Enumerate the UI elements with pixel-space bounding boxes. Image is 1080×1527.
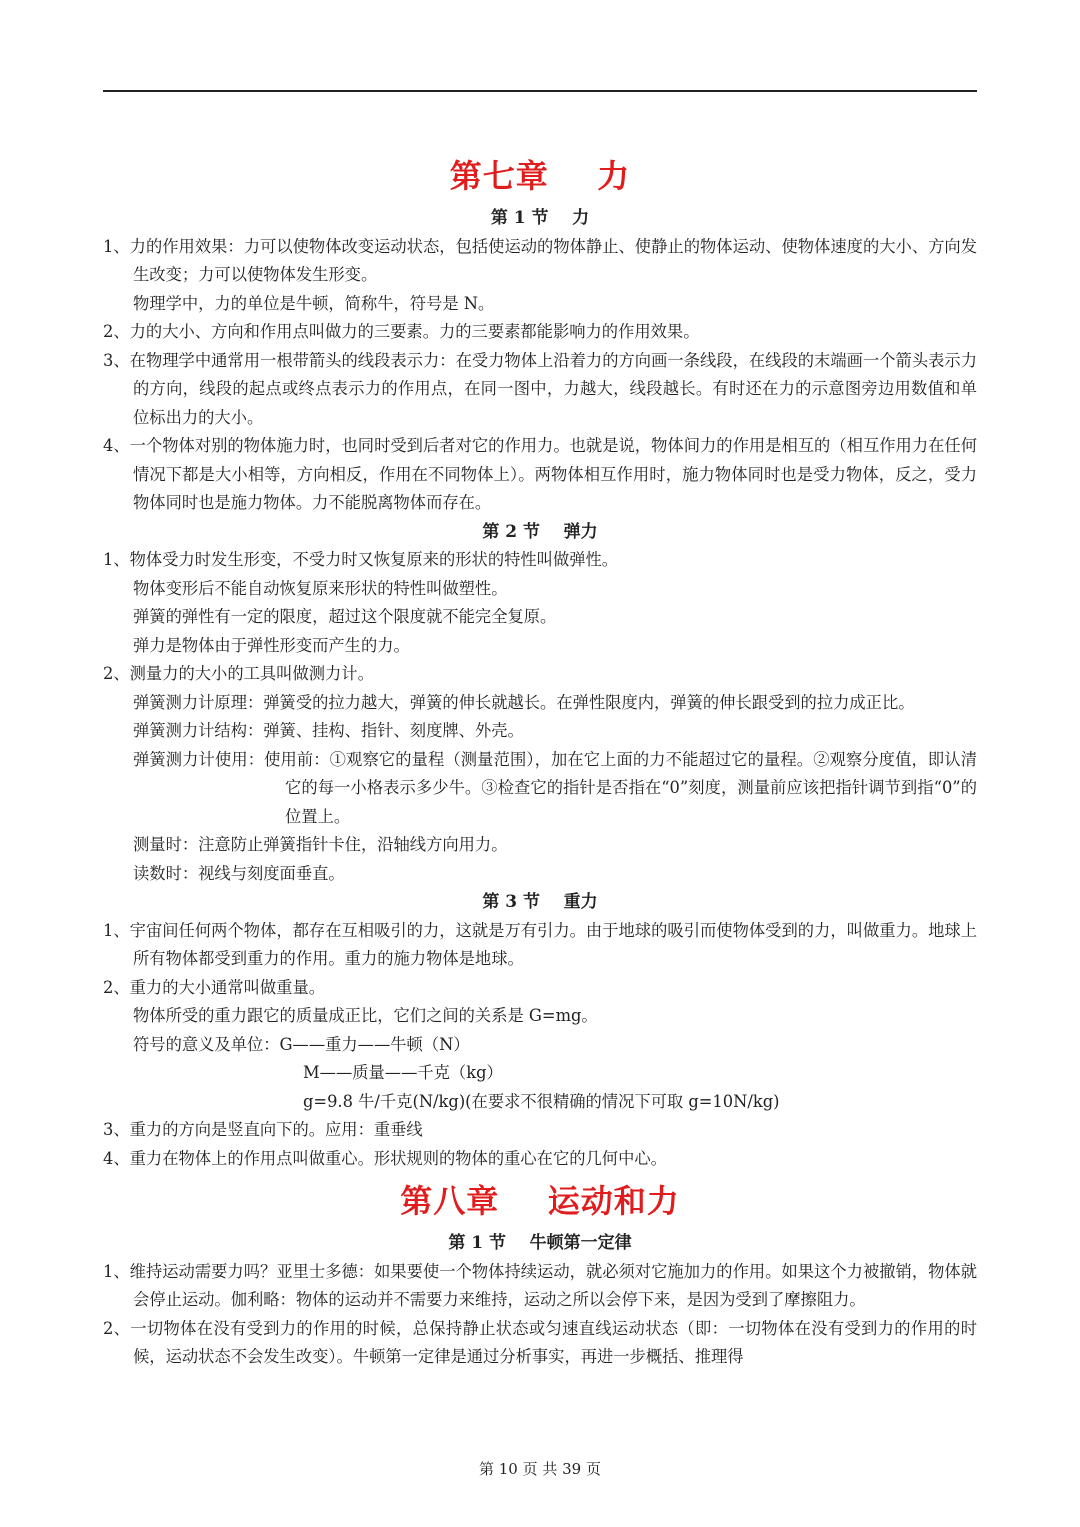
page-content [103,148,977,1372]
paragraph: 符号的意义及单位：G——重力——牛顿（N） [133,1034,470,1054]
section-title: 第 2 节 弹力 [482,521,598,542]
paragraph: 1、力的作用效果：力可以使物体改变运动状态，包括使运动的物体静止、使静止的物体运动、使物体速度的大小、方向发生改变；力可以使物体发生形变。 [103,236,977,284]
paragraph: 弹簧测力计结构：弹簧、挂构、指针、刻度牌、外壳。 [133,721,524,740]
paragraph: 测量时：注意防止弹簧指针卡住，沿轴线方向用力。 [133,835,508,854]
paragraph: 弹力是物体由于弹性形变而产生的力。 [133,635,410,655]
header-rule [103,90,977,92]
paragraph: 3、在物理学中通常用一根带箭头的线段表示力：在受力物体上沿着力的方向画一条线段，在线段的末端画一个箭头表示力的方向，线段的起点或终点表示力的作用点，在同一图中，力越大，线段越长。有时还在力的示意图旁边用数值和单位标出力的大小。 [103,350,977,427]
paragraph: 2、力的大小、方向和作用点叫做力的三要素。力的三要素都能影响力的作用效果。 [103,322,700,341]
paragraph: 弹簧测力计原理：弹簧受的拉力越大，弹簧的伸长就越长。在弹性限度内，弹簧的伸长跟受到的拉力成正比。 [133,692,915,712]
paragraph: 1、物体受力时发生形变，不受力时又恢复原来的形状的特性叫做弹性。 [103,550,619,569]
paragraph: 读数时：视线与刻度面垂直。 [133,863,345,883]
page-footer: 第 10 页 共 39 页 [478,1460,601,1478]
paragraph: 4、重力在物体上的作用点叫做重心。形状规则的物体的重心在它的几何中心。 [103,1148,667,1168]
section-title: 第 3 节 重力 [482,892,598,912]
paragraph: 物体所受的重力跟它的质量成正比，它们之间的关系是 G=mg。 [133,1006,598,1025]
paragraph: 4、一个物体对别的物体施力时，也同时受到后者对它的作用力。也就是说，物体间力的作用是相互的（相互作用力在任何情况下都是大小相等，方向相反，作用在不同物体上）。两物体相互作用时，施力物体同时也是受力物体，反之，受力物体同时也是施力物体。力不能脱离物体而存在。 [103,436,977,512]
paragraph: 2、一切物体在没有受到力的作用的时候，总保持静止状态或匀速直线运动状态（即：一切物体在没有受到力的作用的时候，运动状态不会发生改变）。牛顿第一定律是通过分析事实，再进一步概括、推理得 [103,1318,977,1366]
paragraph: 弹簧测力计使用：使用前：①观察它的量程（测量范围），加在它上面的力不能超过它的量程。②观察分度值，即认清它的每一小格表示多少牛。③检查它的指针是否指在“0”刻度，测量前应该把指针调节到指“0”的位置上。 [133,749,977,826]
paragraph: 3、重力的方向是竖直向下的。应用：重垂线 [103,1120,423,1139]
chapter-title: 第七章 力 [449,157,631,195]
paragraph: 1、宇宙间任何两个物体，都存在互相吸引的力，这就是万有引力。由于地球的吸引而使物体受到的力，叫做重力。地球上所有物体都受到重力的作用。重力的施力物体是地球。 [103,920,977,968]
section-title: 第 1 节 力 [490,208,590,228]
paragraph: M——质量——千克（kg） [303,1063,503,1082]
paragraph: 2、重力的大小通常叫做重量。 [103,977,326,997]
paragraph: 弹簧的弹性有一定的限度，超过这个限度就不能完全复原。 [133,607,557,626]
paragraph: 物理学中，力的单位是牛顿，简称牛，符号是 N。 [133,293,495,313]
paragraph: 1、维持运动需要力吗？亚里士多德：如果要使一个物体持续运动，就必须对它施加力的作用。如果这个力被撤销，物体就会停止运动。伽利略：物体的运动并不需要力来维持，运动之所以会停下来，是因为受到了摩擦阻力。 [103,1261,977,1309]
paragraph: 物体变形后不能自动恢复原来形状的特性叫做塑性。 [133,578,508,598]
chapter-title: 第八章 运动和力 [400,1182,680,1220]
paragraph: 2、测量力的大小的工具叫做测力计。 [103,664,374,683]
section-title: 第 1 节 牛顿第一定律 [448,1233,632,1253]
paragraph: g=9.8 牛/千克(N/kg)(在要求不很精确的情况下可取 g=10N/kg) [303,1091,780,1111]
